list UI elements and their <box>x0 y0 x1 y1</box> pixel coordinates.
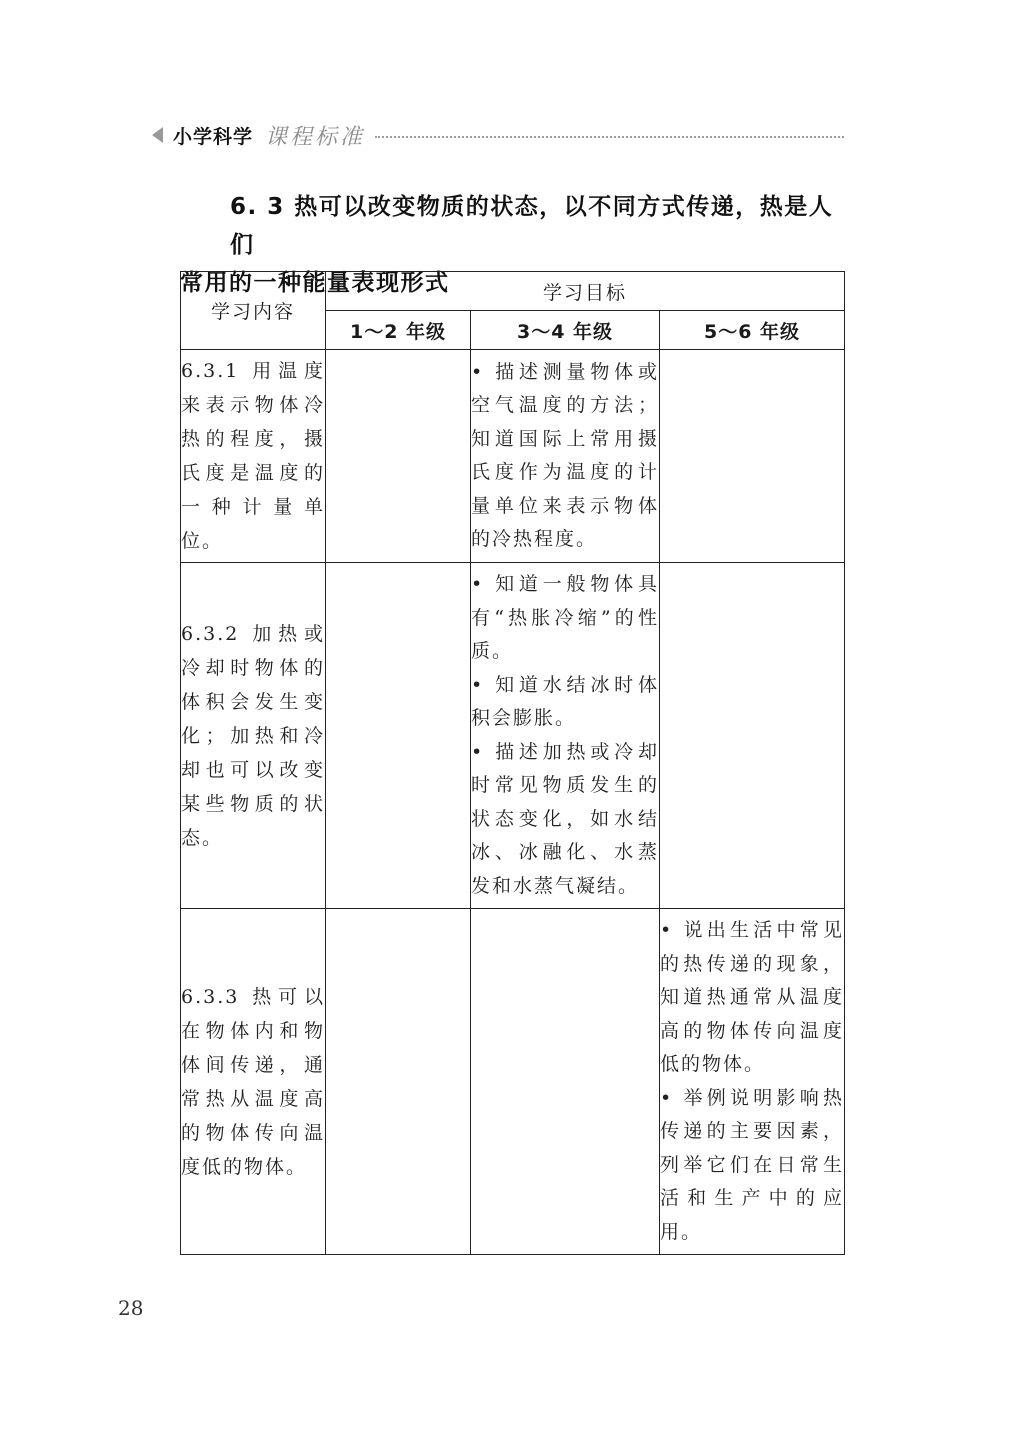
goal-item: • 描述测量物体或空气温度的方法；知道国际上常用摄氏度作为温度的计量单位来表示物体的冷热程度。 <box>471 356 659 557</box>
header-dotted-rule <box>375 136 844 138</box>
goal-item: • 知道水结冰时体积会膨胀。 <box>471 669 659 736</box>
goal-item: • 描述加热或冷却时常见物质发生的状态变化，如水结冰、冰融化、水蒸发和水蒸气凝结。 <box>471 736 659 904</box>
goal-cell-grade-3-4 <box>471 563 660 909</box>
header-grade-3-4: 3～4 年级 <box>471 311 660 350</box>
book-title: 小学科学 <box>173 125 254 148</box>
goal-cell-grade-5-6 <box>660 909 845 1255</box>
page-number: 28 <box>118 1296 144 1320</box>
header-learning-content: 学习内容 <box>181 272 326 350</box>
series-title: 课程标准 <box>265 124 366 150</box>
goal-cell-grade-1-2 <box>326 909 471 1255</box>
header-grade-5-6: 5～6 年级 <box>660 311 845 350</box>
content-cell: 6.3.1 用温度来表示物体冷热的程度，摄氏度是温度的一种计量单位。 <box>181 350 326 563</box>
goal-item: • 举例说明影响热传递的主要因素，列举它们在日常生活和生产中的应用。 <box>660 1082 844 1250</box>
table-row <box>181 909 845 1255</box>
header-learning-goals: 学习目标 <box>326 272 845 311</box>
goal-item: • 说出生活中常见的热传递的现象，知道热通常从温度高的物体传向温度低的物体。 <box>660 914 844 1082</box>
section-heading-line-2: 常用的一种能量表现形式 <box>180 270 450 296</box>
running-header <box>152 120 844 150</box>
goal-cell-grade-5-6 <box>660 563 845 909</box>
standards-table <box>180 271 845 1255</box>
goal-item: • 知道一般物体具有“热胀冷缩”的性质。 <box>471 568 659 669</box>
table-row <box>181 350 845 563</box>
table-row <box>181 563 845 909</box>
goal-cell-grade-1-2 <box>326 563 471 909</box>
goal-cell-grade-5-6 <box>660 350 845 563</box>
section-heading-line-1: 6. 3 热可以改变物质的状态，以不同方式传递，热是人们 <box>230 194 834 258</box>
header-grade-1-2: 1～2 年级 <box>326 311 471 350</box>
goal-cell-grade-3-4 <box>471 909 660 1255</box>
content-cell: 6.3.3 热可以在物体内和物体间传递，通常热从温度高的物体传向温度低的物体。 <box>181 909 326 1255</box>
goal-cell-grade-1-2 <box>326 350 471 563</box>
goal-cell-grade-3-4 <box>471 350 660 563</box>
content-cell: 6.3.2 加热或冷却时物体的体积会发生变化；加热和冷却也可以改变某些物质的状态。 <box>181 563 326 909</box>
triangle-left-icon <box>152 127 163 143</box>
